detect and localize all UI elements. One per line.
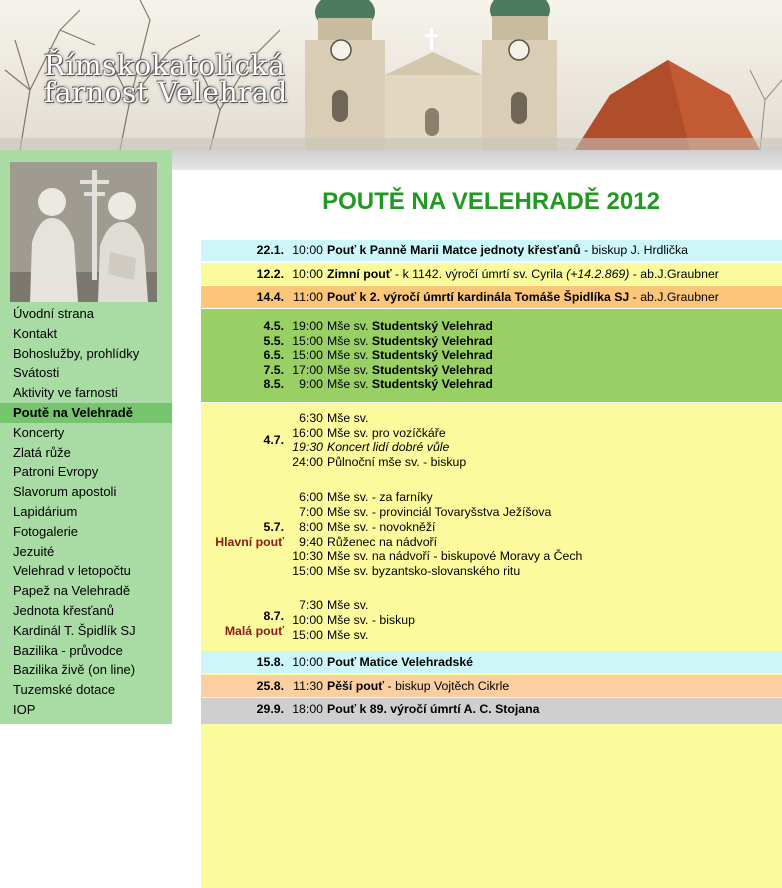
event-title: Mše sv. - novokněží <box>327 520 436 534</box>
event-title: Pouť k 89. výročí úmrtí A. C. Stojana <box>327 701 540 716</box>
schedule-row <box>201 240 782 261</box>
event-time: 11:00 <box>293 290 323 304</box>
event-title: Mše sv. <box>327 411 369 425</box>
event-time: 8:00 <box>299 520 323 534</box>
event-time: 10:00 <box>292 267 323 281</box>
sidebar-item-bohosluzby[interactable]: Bohoslužby, prohlídky <box>13 345 140 361</box>
event-date: 4.7. <box>263 433 284 447</box>
site-title[interactable] <box>44 49 288 109</box>
event-title: Mše sv. - biskup <box>327 613 415 627</box>
event-time: 18:00 <box>292 701 323 716</box>
schedule-row <box>201 698 782 724</box>
sidebar-item-lapidarium[interactable]: Lapidárium <box>13 503 78 519</box>
sidebar-item-jezuite[interactable]: Jezuité <box>13 543 55 559</box>
sidebar-item-bazilika-pruvodce[interactable]: Bazilika - průvodce <box>13 642 123 658</box>
event-date: 8.5. <box>263 377 284 391</box>
event-title: Pouť Matice Velehradské <box>327 654 474 669</box>
event-time: 9:00 <box>299 377 323 391</box>
event-time: 6:00 <box>299 490 323 504</box>
event-date: 4.5. <box>263 319 284 333</box>
event-date: 5.7. <box>263 520 284 534</box>
event-time: 10:00 <box>292 613 323 627</box>
sidebar-item-jednota[interactable]: Jednota křesťanů <box>13 602 114 618</box>
event-date: 25.8. <box>256 678 284 693</box>
sidebar-item-svatosti[interactable]: Svátosti <box>13 365 60 381</box>
event-time: 16:00 <box>292 425 323 440</box>
event-title: Pěší pouť - biskup Vojtěch Cikrle <box>327 678 510 693</box>
event-time: 10:00 <box>292 243 323 257</box>
event-time: 17:00 <box>292 362 323 377</box>
event-time: 15:00 <box>292 564 323 578</box>
event-title: Mše sv. Studentský Velehrad <box>327 362 493 377</box>
schedule-row <box>201 263 782 285</box>
event-date: 14.4. <box>256 290 284 304</box>
event-time: 11:30 <box>293 678 323 693</box>
event-time: 15:00 <box>292 333 323 348</box>
event-time: 9:40 <box>299 534 323 549</box>
event-title: Mše sv. na nádvoří - biskupové Moravy a Čech <box>327 549 583 563</box>
event-time: 7:30 <box>299 598 323 612</box>
sidebar-item-tuzemske-dotace[interactable]: Tuzemské dotace <box>13 682 116 698</box>
event-title: Mše sv. <box>327 627 369 642</box>
event-time: 10:00 <box>292 654 323 669</box>
page-title: POUTĚ NA VELEHRADĚ 2012 <box>322 188 660 215</box>
sidebar-item-papez[interactable]: Papež na Velehradě <box>13 583 131 599</box>
event-date: 6.5. <box>263 348 284 362</box>
event-date: 29.9. <box>256 701 284 716</box>
event-date: 22.1. <box>256 243 284 257</box>
sidebar-item-poute[interactable]: Poutě na Velehradě <box>0 403 172 423</box>
event-time: 10:30 <box>292 549 323 563</box>
event-time: 24:00 <box>292 454 323 469</box>
event-title: Mše sv. Studentský Velehrad <box>327 348 493 362</box>
sidebar-item-fotogalerie[interactable]: Fotogalerie <box>13 523 79 539</box>
sidebar-item-bazilika-zive[interactable]: Bazilika živě (on line) <box>13 662 136 678</box>
sidebar-item-aktivity[interactable]: Aktivity ve farnosti <box>13 385 118 401</box>
event-title: Mše sv. Studentský Velehrad <box>327 377 493 391</box>
site-title-line2: farnost Velehrad <box>44 76 288 109</box>
saints-image <box>10 162 157 302</box>
event-time: 15:00 <box>292 627 323 642</box>
sidebar-nav <box>0 304 172 720</box>
sidebar-item-velehrad-v-letopoctu[interactable]: Velehrad v letopočtu <box>13 563 131 579</box>
sidebar-item-koncerty[interactable]: Koncerty <box>13 424 65 440</box>
event-title: Mše sv. Studentský Velehrad <box>327 319 493 333</box>
event-title: Mše sv. - provinciál Tovaryšstva Ježíšova <box>327 505 552 519</box>
event-title: Růženec na nádvoří <box>327 534 438 549</box>
event-title: Mše sv. <box>327 598 369 612</box>
sidebar-item-uvodni-strana[interactable]: Úvodní strana <box>13 306 94 321</box>
sidebar-item-iop[interactable]: IOP <box>13 701 36 717</box>
sidebar-item-kontakt[interactable]: Kontakt <box>13 325 58 341</box>
event-title: Mše sv. byzantsko-slovanského ritu <box>327 564 521 578</box>
event-time: 19:30 <box>292 440 323 454</box>
event-title: Mše sv. - za farníky <box>327 490 433 504</box>
schedule-row <box>201 286 782 308</box>
event-date: 12.2. <box>256 267 284 281</box>
event-title: Mše sv. pro vozíčkáře <box>327 425 446 440</box>
event-title: Mše sv. Studentský Velehrad <box>327 333 493 348</box>
site-title-line1: Římskokatolická <box>44 49 286 82</box>
saints-statue-icon <box>10 162 157 302</box>
feast-label: Malá pouť <box>224 624 284 638</box>
schedule-row <box>201 675 782 697</box>
schedule-row <box>201 651 782 673</box>
event-time: 19:00 <box>292 319 323 333</box>
event-title: Pouť k 2. výročí úmrtí kardinála Tomáše Špidlíka SJ - ab.J.Graubner <box>327 290 719 304</box>
event-time: 7:00 <box>299 505 323 519</box>
header-banner <box>0 0 782 150</box>
event-date: 7.5. <box>263 362 284 377</box>
event-title: Půlnoční mše sv. - biskup <box>327 454 467 469</box>
event-title: Pouť k Panně Marii Matce jednoty křesťanů - biskup J. Hrdlička <box>327 243 688 257</box>
event-time: 15:00 <box>292 348 323 362</box>
sidebar-item-zlata-ruze[interactable]: Zlatá růže <box>13 444 71 460</box>
event-date: 15.8. <box>256 654 284 669</box>
schedule-block-july <box>201 403 782 888</box>
feast-label: Hlavní pouť <box>215 535 284 549</box>
event-title: Zimní pouť - k 1142. výročí úmrtí sv. Cyrila (+14.2.869) - ab.J.Graubner <box>327 267 719 281</box>
schedule-block-studentsky <box>201 309 782 402</box>
sidebar-item-slavorum-apostoli[interactable]: Slavorum apostoli <box>13 484 117 500</box>
sidebar-item-kardinal[interactable]: Kardinál T. Špidlík SJ <box>13 622 136 638</box>
event-title: Koncert lidí dobré vůle <box>327 440 450 454</box>
event-date: 5.5. <box>263 333 284 348</box>
event-date: 8.7. <box>263 609 284 623</box>
event-time: 6:30 <box>299 411 323 425</box>
sidebar-item-patroni-evropy[interactable]: Patroni Evropy <box>13 464 99 480</box>
